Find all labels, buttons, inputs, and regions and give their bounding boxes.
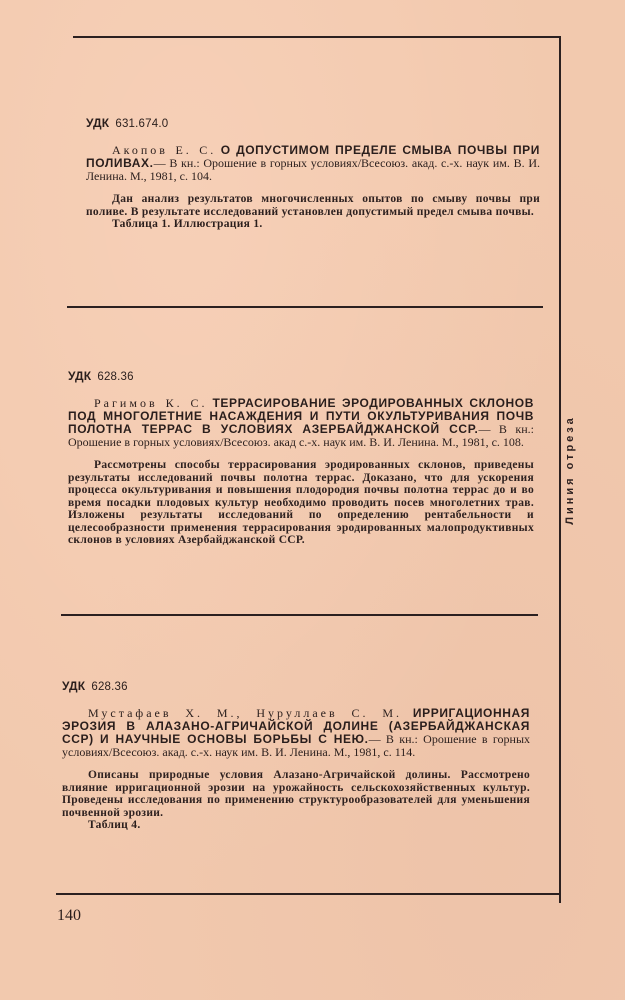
udc-code: 628.36 [97,371,134,383]
divider-rule-1 [67,306,543,308]
udc-code: 631.674.0 [115,118,169,130]
source: — В кн.: Орошение в горных условиях/Всесоюз. акад. с.-х. наук им. В. И. Ленина. М., 1981, с. 114. [62,732,531,759]
divider-rule-2 [61,614,538,616]
udc-line [86,116,540,130]
udc-line [68,369,534,383]
author: Мустафаев Х. М., Нуруллаев С. М. [88,706,403,720]
title: ТЕРРАСИРОВАНИЕ ЭРОДИРОВАННЫХ СКЛОНОВ ПОД МНОГОЛЕТНИЕ НАСАЖДЕНИЯ И ПУТИ ОКУЛЬТУРИВАНИЯ ПОЧВ ПОЛОТНА ТЕРРАС В УСЛОВИЯХ АЗЕРБАЙДЖАНСКОЙ ССР. [68,396,534,436]
source: — В кн.: Орошение в горных условиях/Всесоюз. акад с.-х. наук им. В. И. Ленина. М., 1981, с. 108. [68,422,534,449]
bottom-rule [56,893,561,895]
reference [86,144,540,183]
author: Акопов Е. С. [112,143,217,157]
title: О ДОПУСТИМОМ ПРЕДЕЛЕ СМЫВА ПОЧВЫ ПРИ ПОЛИВАХ. [86,143,541,170]
extra-info: Таблица 1. Иллюстрация 1. [112,218,263,230]
abstract-card-3 [62,679,530,831]
author: Рагимов К. С. [94,396,208,410]
top-rule [73,36,561,38]
title: ИРРИГАЦИОННАЯ ЭРОЗИЯ В АЛАЗАНО-АГРИЧАЙСКОЙ ДОЛИНЕ (АЗЕРБАЙДЖАНСКАЯ ССР) И НАУЧНЫЕ ОСНОВЫ БОРЬБЫ С НЕЮ. [62,706,531,746]
cut-line-label: Линия отреза [564,415,576,525]
abstract-text: Описаны природные условия Алазано-Агричайской долины. Рассмотрено влияние ирригационной эрозии на урожайность сельскохозяйственных культур. Проведены исследования по применению структурообразователей для уменьшения почвенной эрозии. [62,769,530,819]
reference [62,707,530,759]
extra-info: Таблиц 4. [88,819,141,831]
udc-label: УДК [62,679,86,693]
udc-line [62,679,530,693]
source: — В кн.: Орошение в горных условиях/Всесоюз. акад. с.-х. наук им. В. И. Ленина. М., 1981, с. 104. [86,156,540,183]
udc-label: УДК [86,116,110,130]
abstract-text: Дан анализ результатов многочисленных опытов по смыву почвы при поливе. В результате исследований установлен допустимый предел смыва почвы. [86,193,540,218]
udc-label: УДК [68,369,92,383]
page-number: 140 [57,907,81,924]
abstract-card-2 [68,369,534,547]
abstract-card-1 [86,116,540,230]
abstract-text: Рассмотрены способы террасирования эродированных склонов, приведены результаты исследований почвы полотна террас. Доказано, что для ускорения процесса окультуривания и повышения плодородия почвы полотна террас до и во время посадки плодовых культур необходимо проводить посев многолетних трав. Изложены результаты исследований по определению рентабельности и целесообразности применения террасирования эродированных малопродуктивных склонов в условиях Азербайджанской ССР. [68,459,534,546]
reference [68,397,534,449]
cut-line-vertical [559,37,561,903]
udc-code: 628.36 [91,681,128,693]
